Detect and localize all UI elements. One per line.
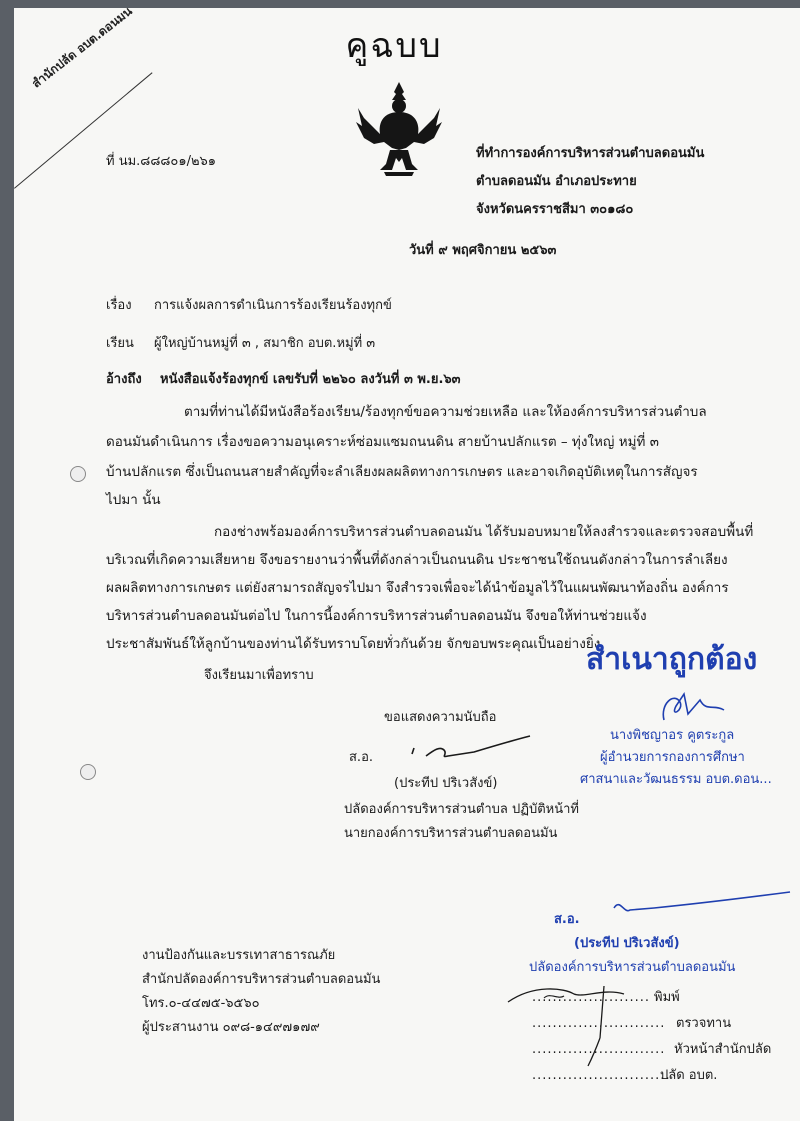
regards-text: ขอแสดงความนับถือ bbox=[384, 710, 497, 725]
binder-hole bbox=[70, 466, 86, 482]
reference-number: ที่ นม.๘๘๘๐๑/๒๖๑ bbox=[106, 154, 217, 169]
body-p1-line2: ดอนมันดำเนินการ เรื่องขอความอนุเคราะห์ซ่อมแซมถนนดิน สายบ้านปลักแรต – ทุ่งใหญ่ หมู่ที่ ๓ bbox=[106, 434, 659, 450]
footer-dept: งานป้องกันและบรรเทาสาธารณภัย bbox=[142, 948, 336, 963]
signer-name: (ประทีป ปริเวสังข์) bbox=[394, 776, 498, 791]
certifier2-rank: ส.อ. bbox=[554, 912, 580, 927]
letter-page: คูฉบบ สำนักปลัด อบต.ดอนมน ที่ นม.๘๘๘๐๑/๒๖๑ ที่ทำการองค์การบริหารส่วนตำบลดอนมัน ตำบลดอนมัน อำเภอประทาย จังหวัดนครราชสีมา ๓๐๑๘๐ วันที่ ๙ พฤศจิกายน ๒๕๖๓ เรื่อง การแจ้งผลการดำเนินการร้องเรียนร้องทุกข์ เรียน ผู้ใหญ่บ้านหมู่ที่ ๓ , สมาชิก อบต.หมู่ที่ ๓ อ้างถึง หนังสือแจ้งร้องทุกข์ เลขรับที่ ๒๒๖๐ ลงวันที่ ๓ พ.ย.๖๓ ตามที่ท่านได้มีหนังสือร้องเรียน/ร้องทุกข์ขอความช่วยเหลือ และให้องค์การบริหารส่วนตำบล ดอนมันดำเนินการ เรื่องขอความอนุเคราะห์ซ่อมแซมถนนดิน สายบ้านปลักแรต – ทุ่งใหญ่ หมู่ที่ ๓ บ้านปลักแรต ซึ่งเป็นถนนสายสำคัญที่จะลำเลียงผลผลิตทางการเกษตร และอาจเกิดอุบัติเหตุในการสัญจร ไปมา นั้น กองช่างพร้อมองค์การบริหารส่วนตำบลดอนมัน ได้รับมอบหมายให้ลงสำรวจและตรวจสอบพื้นที่ บริเวณที่เกิดความเสียหาย จึงขอรายงานว่าพื้นที่ดังกล่าวเป็นถนนดิน ประชาชนใช้ถนนดังกล่าวในการลำเลียง ผลผลิตทางการเกษตร แต่ยังสามารถสัญจรไปมา จึงสำรวจเพื่อจะได้นำข้อมูลไว้ในแผนพัฒนาท้องถิ่น องค์การ บริหารส่วนตำบลดอนมันต่อไป ในการนี้องค์การบริหารส่วนตำบลดอนมัน จึงขอให้ท่านช่วยแจ้ง ประชาสัมพันธ์ให้ลูกบ้านของท่านได้รับทราบโดยทั่วกันด้วย จักขอบพระคุณเป็นอย่างยิ่ง จึงเรียนมาเพื่อทราบ ขอแสดงความนับถือ ส.อ. (ประทีป ปริเวสังข์) ปลัดองค์การบริหารส่วนตำบล ปฏิบัติหน้าที่ นายกองค์การบริหารส่วนตำบลดอนมัน สำเนาถูกต้อง นางพิชญาอร คูตระกูล ผู้อำนวยการกองการศึกษา ศาสนาและวัฒนธรรม อบต.ดอน... ส.อ. (ประทีป ปริเวสังข์) ปลัดองค์การบริหารส่วนตำบลดอนมัน งานป้องกันและบรรเทาสาธารณภัย สำนักปลัดองค์การบริหารส่วนตำบลดอนมัน โทร.๐-๔๔๗๕-๖๕๖๐ ผู้ประสานงาน ๐๙๘-๑๔๙๗๑๗๙ ....................... พิมพ์ .......................... ตรวจทาน .......................... หัวหน้าสำนักปลัด ........................... ปลัด อบต. bbox=[14, 8, 800, 1121]
letter-date: วันที่ ๙ พฤศจิกายน ๒๕๖๓ bbox=[409, 243, 557, 258]
sender-address-line3: จังหวัดนครราชสีมา ๓๐๑๘๐ bbox=[476, 202, 634, 217]
body-p1-line4: ไปมา นั้น bbox=[106, 492, 161, 508]
signer-rank: ส.อ. bbox=[349, 750, 374, 765]
body-p2-line4: บริหารส่วนตำบลดอนมันต่อไป ในการนี้องค์การบริหารส่วนตำบลดอนมัน จึงขอให้ท่านช่วยแจ้ง bbox=[106, 608, 647, 624]
certifier-name: นางพิชญาอร คูตระกูล bbox=[610, 728, 735, 743]
signer-position2: นายกองค์การบริหารส่วนตำบลดอนมัน bbox=[344, 826, 558, 841]
body-p2-line1: กองช่างพร้อมองค์การบริหารส่วนตำบลดอนมัน ได้รับมอบหมายให้ลงสำรวจและตรวจสอบพื้นที่ bbox=[214, 524, 754, 540]
sender-address-line1: ที่ทำการองค์การบริหารส่วนตำบลดอนมัน bbox=[476, 146, 705, 161]
to-label: เรียน bbox=[106, 336, 134, 351]
certifier-signature-icon bbox=[654, 684, 734, 728]
body-p2-line2: บริเวณที่เกิดความเสียหาย จึงขอรายงานว่าพื้นที่ดังกล่าวเป็นถนนดิน ประชาชนใช้ถนนดังกล่าวในการลำเลียง bbox=[106, 552, 728, 568]
body-p1-line3: บ้านปลักแรต ซึ่งเป็นถนนสายสำคัญที่จะลำเลียงผลผลิตทางการเกษตร และอาจเกิดอุบัติเหตุในการสัญจร bbox=[106, 464, 698, 480]
certifier-position1: ผู้อำนวยการกองการศึกษา bbox=[600, 750, 745, 765]
routing-typed: พิมพ์ bbox=[654, 990, 680, 1005]
subject-label: เรื่อง bbox=[106, 298, 132, 313]
certified-copy-stamp: สำเนาถูกต้อง bbox=[586, 642, 758, 677]
closing-text: จึงเรียนมาเพื่อทราบ bbox=[204, 668, 314, 683]
copy-label: คูฉบบ bbox=[345, 26, 443, 66]
garuda-emblem-icon bbox=[354, 78, 444, 178]
binder-hole bbox=[80, 764, 96, 780]
certifier-position2: ศาสนาและวัฒนธรรม อบต.ดอน... bbox=[580, 772, 772, 787]
certifier2-position: ปลัดองค์การบริหารส่วนตำบลดอนมัน bbox=[529, 960, 736, 975]
subject-text: การแจ้งผลการดำเนินการร้องเรียนร้องทุกข์ bbox=[154, 298, 392, 313]
corner-stamp: สำนักปลัด อบต.ดอนมน bbox=[29, 3, 135, 91]
reference-text: หนังสือแจ้งร้องทุกข์ เลขรับที่ ๒๒๖๐ ลงวันที่ ๓ พ.ย.๖๓ bbox=[160, 372, 461, 387]
corner-divider bbox=[14, 72, 153, 188]
footer-office: สำนักปลัดองค์การบริหารส่วนตำบลดอนมัน bbox=[142, 972, 381, 987]
signer-position1: ปลัดองค์การบริหารส่วนตำบล ปฏิบัติหน้าที่ bbox=[344, 802, 579, 817]
sender-address-line2: ตำบลดอนมัน อำเภอประทาย bbox=[476, 174, 637, 189]
body-p2-line3: ผลผลิตทางการเกษตร แต่ยังสามารถสัญจรไปมา จึงสำรวจเพื่อจะได้นำข้อมูลไว้ในแผนพัฒนาท้องถิ่น องค์การ bbox=[106, 580, 729, 596]
footer-tel: โทร.๐-๔๔๗๕-๖๕๖๐ bbox=[142, 996, 260, 1011]
body-p1-line1: ตามที่ท่านได้มีหนังสือร้องเรียน/ร้องทุกข์ขอความช่วยเหลือ และให้องค์การบริหารส่วนตำบล bbox=[184, 404, 707, 420]
body-p2-line5: ประชาสัมพันธ์ให้ลูกบ้านของท่านได้รับทราบโดยทั่วกันด้วย จักขอบพระคุณเป็นอย่างยิ่ง bbox=[106, 636, 601, 652]
routing-chief: ปลัด อบต. bbox=[660, 1068, 718, 1083]
routing-checked: ตรวจทาน bbox=[676, 1016, 732, 1031]
signature-mark-icon bbox=[404, 728, 534, 768]
routing-head: หัวหน้าสำนักปลัด bbox=[674, 1042, 772, 1057]
certifier2-signature-icon bbox=[594, 884, 794, 924]
footer-coordinator: ผู้ประสานงาน ๐๙๘-๑๔๙๗๑๗๙ bbox=[142, 1020, 320, 1035]
certifier2-name: (ประทีป ปริเวสังข์) bbox=[574, 936, 680, 951]
reference-label: อ้างถึง bbox=[106, 372, 142, 387]
to-text: ผู้ใหญ่บ้านหมู่ที่ ๓ , สมาชิก อบต.หมู่ที่ ๓ bbox=[154, 336, 376, 351]
